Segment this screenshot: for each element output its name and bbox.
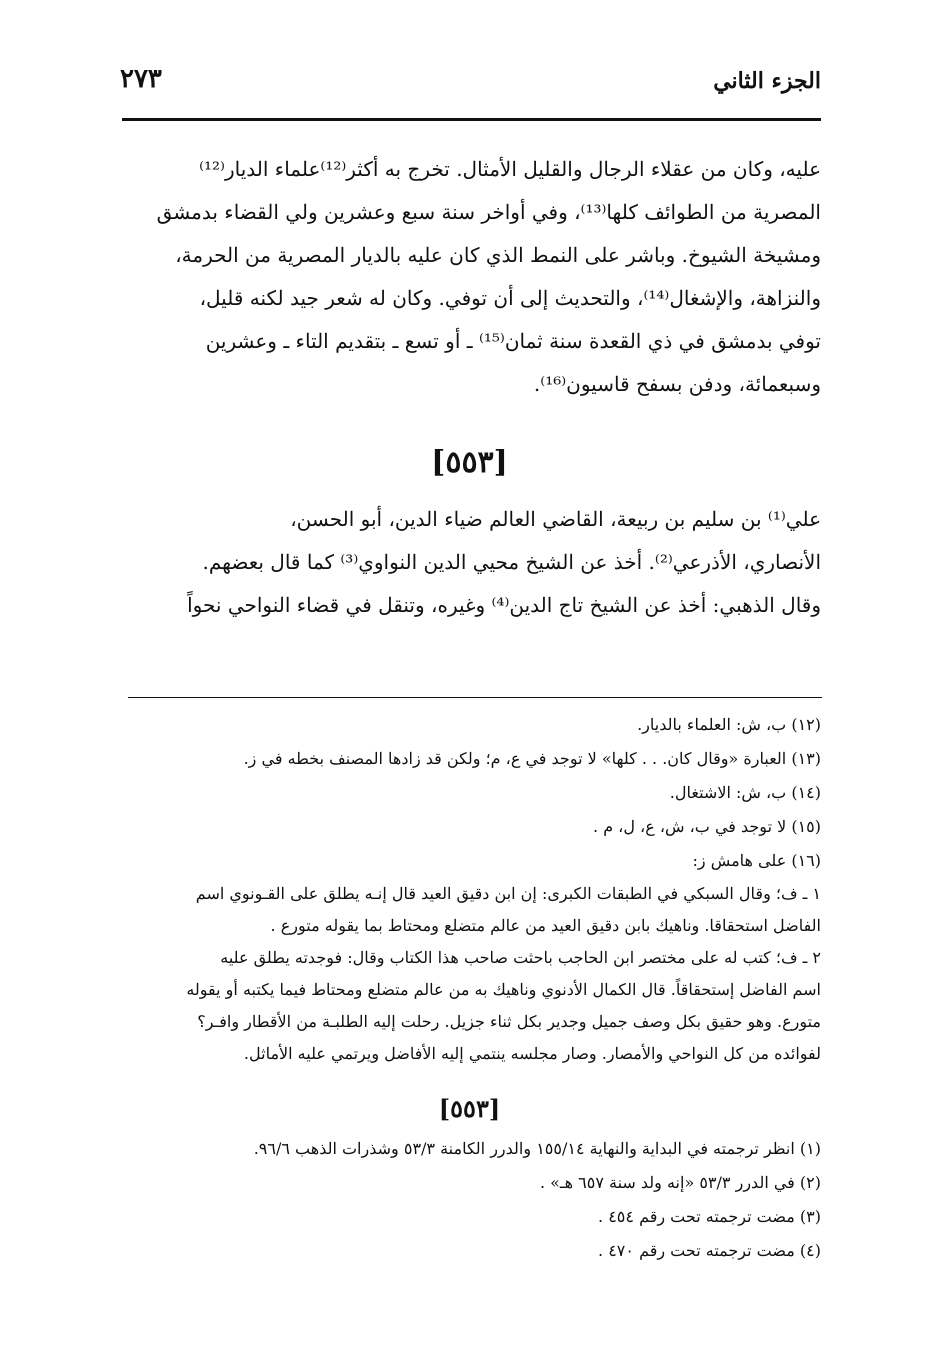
footnote: (٤) مضت ترجمته تحت رقم ٤٧٠ . xyxy=(598,1241,821,1260)
page-number: ٢٧٣ xyxy=(120,64,162,94)
page-header xyxy=(120,60,821,104)
entry-footnotes xyxy=(130,1132,821,1268)
footnote: (١٦) على هامش ز: xyxy=(692,851,821,870)
entry-notes-number: [٥٥٣] xyxy=(438,1094,501,1123)
text-line: عليه، وكان من عقلاء الرجال والقليل الأمثال. تخرج به أكثر⁽¹²⁾علماء الديار⁽¹²⁾ xyxy=(199,157,821,181)
footnote: (٢) في الدرر ٥٣/٣ «إنه ولد سنة ٦٥٧ هـ» . xyxy=(539,1173,821,1192)
footnotes xyxy=(130,708,821,1070)
margin-note: متورع. وهو حقيق بكل وصف جميل وجدير بكل ثناء جزيل. رحلت إليه الطلبـة من الأقطار وافـر؟ xyxy=(197,1012,821,1031)
text-line: والنزاهة، والإشغال⁽¹⁴⁾، والتحديث إلى أن توفي. وكان له شعر جيد لكنه قليل، xyxy=(199,286,821,310)
text-line: المصرية من الطوائف كلها⁽¹³⁾، وفي أواخر سنة سبع وعشرين ولي القضاء بدمشق xyxy=(156,200,821,224)
main-text xyxy=(130,148,821,406)
text-line: وقال الذهبي: أخذ عن الشيخ تاج الدين⁽⁴⁾ وغيره، وتنقل في قضاء النواحي نحواً xyxy=(187,593,821,617)
text-line: توفي بدمشق في ذي القعدة سنة ثمان⁽¹⁵⁾ ـ أو تسع ـ بتقديم التاء ـ وعشرين xyxy=(205,329,821,353)
footnote: (١) انظر ترجمته في البداية والنهاية ١٥٥/١٤ والدرر الكامنة ٥٣/٣ وشذرات الذهب ٩٦/٦. xyxy=(253,1139,821,1158)
footnote: (١٢) ب، ش: العلماء بالديار. xyxy=(637,715,821,734)
margin-note: اسم الفاضل إستحقاقاً. قال الكمال الأدنوي وناهيك به من عالم متضلع ومحتاط فيما يكتبه أو يقوله xyxy=(186,980,821,999)
running-title: الجزء الثاني xyxy=(713,68,821,94)
margin-note: لفوائده من كل النواحي والأمصار. وصار مجلسه ينتمي إليه الأفاضل ويرتمي عليه الأماثل. xyxy=(243,1044,821,1063)
margin-note: الفاضل استحقاقا. وناهيك بابن دقيق العيد من عالم متضلع ومحتاط بما يقوله متورع . xyxy=(270,916,821,935)
margin-note: ٢ ـ ف؛ كتب له على مختصر ابن الحاجب باحثت صاحب هذا الكتاب وقال: فوجدته يطلق عليه xyxy=(220,948,821,967)
entry-number: [٥٥٣] xyxy=(431,445,508,480)
text-line: وسبعمائة، ودفن بسفح قاسيون⁽¹⁶⁾. xyxy=(533,372,821,396)
margin-note: ١ ـ ف؛ وقال السبكي في الطبقات الكبرى: إن ابن دقيق العيد قال إنـه يطلق على القـونوي اسم xyxy=(195,884,821,903)
footnote: (١٥) لا توجد في ب، ش، ع، ل، م . xyxy=(593,817,821,836)
footnote: (١٣) العبارة «وقال كان. . . كلها» لا توجد في ع، م؛ ولكن قد زادها المصنف بخطه في ز. xyxy=(243,749,821,768)
footnote: (٣) مضت ترجمته تحت رقم ٤٥٤ . xyxy=(598,1207,821,1226)
entry-text xyxy=(130,498,821,627)
footnote-rule xyxy=(128,697,822,698)
text-line: ومشيخة الشيوخ. وباشر على النمط الذي كان عليه بالديار المصرية من الحرمة، xyxy=(175,243,821,267)
text-line: الأنصاري، الأذرعي⁽²⁾. أخذ عن الشيخ محيي الدين النواوي⁽³⁾ كما قال بعضهم. xyxy=(202,550,821,574)
footnote: (١٤) ب، ش: الاشتغال. xyxy=(669,783,821,802)
text-line: علي⁽¹⁾ بن سليم بن ربيعة، القاضي العالم ضياء الدين، أبو الحسن، xyxy=(290,507,821,531)
continuation-paragraph xyxy=(130,148,821,406)
header-rule xyxy=(122,118,821,121)
entry-paragraph xyxy=(130,498,821,627)
